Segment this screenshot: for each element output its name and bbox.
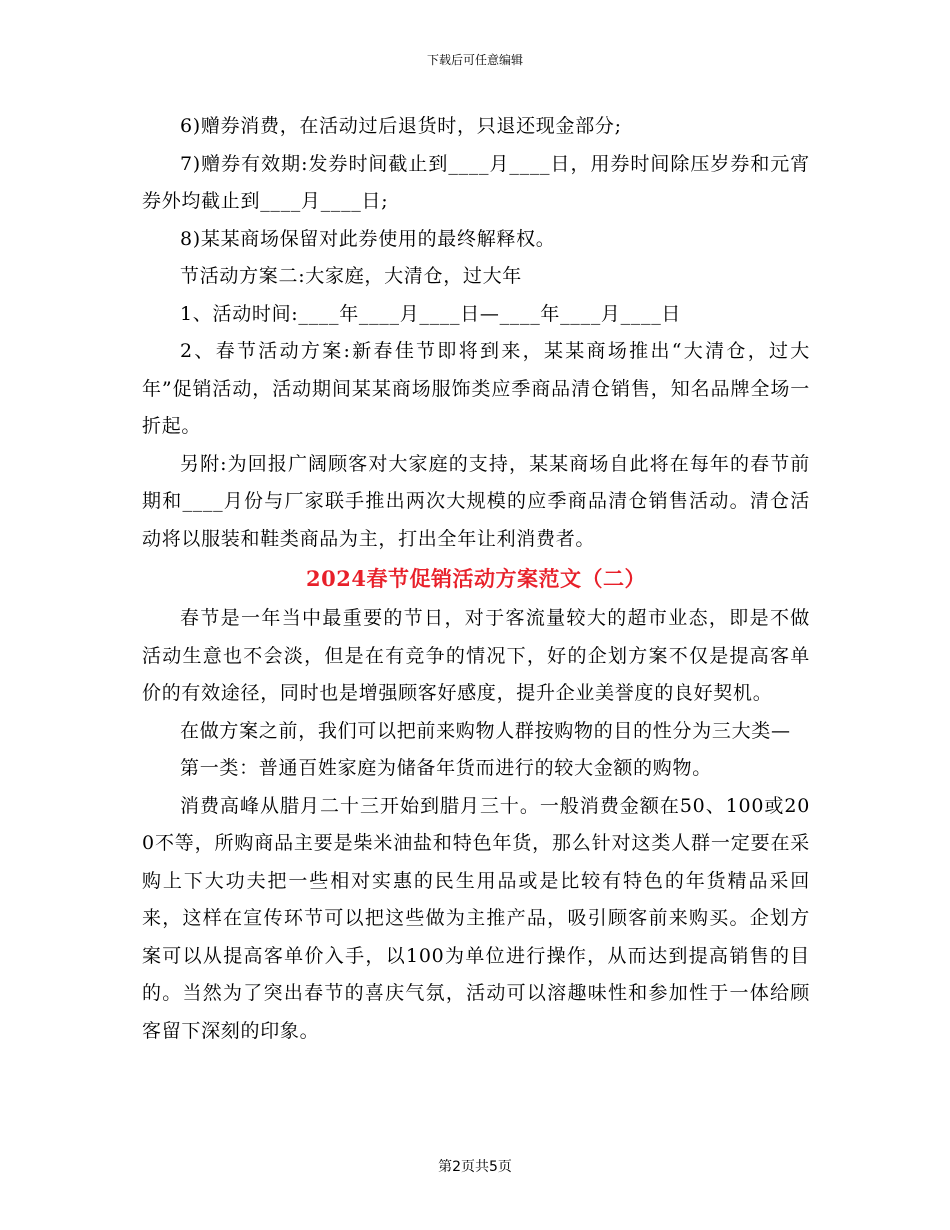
paragraph-activity-time: 1、活动时间:____年____月____日—____年____月____日 [180, 302, 682, 325]
paragraph-intro: 春节是一年当中最重要的节日，对于客流量较大的超市业态，即是不做活动生意也不会淡，但是在有竞争的情况下，好的企划方案不仅是提高客单价的有效途径，同时也是增强顾客好感度，提升企业美誉度的良好契机。 [142, 607, 810, 704]
paragraph-three-categories: 在做方案之前，我们可以把前来购物人群按购物的目的性分为三大类— [180, 719, 791, 742]
paragraph-appendix: 另附:为回报广阔顾客对大家庭的支持，某某商场自此将在每年的春节前期和____月份与厂家联手推出两次大规模的应季商品清仓销售活动。清仓活动将以服装和鞋类商品为主，打出全年让利消费者。 [142, 452, 810, 550]
paragraph-spring-festival-plan: 2、春节活动方案:新春佳节即将到来，某某商场推出“大清仓，过大年”促销活动，活动期间某某商场服饰类应季商品清仓销售，知名品牌全场一折起。 [142, 340, 810, 437]
paragraph-coupon-refund: 6)赠券消费，在活动过后退货时，只退还现金部分; [180, 115, 622, 137]
paragraph-final-interpretation: 8)某某商场保留对此券使用的最终解释权。 [180, 227, 556, 250]
document-body [142, 108, 810, 1050]
paragraph-coupon-validity: 7)赠券有效期:发券时间截止到____月____日，用券时间除压岁券和元宵券外均截止到____月____日; [142, 152, 810, 212]
paragraph-category-one: 第一类：普通百姓家庭为储备年货而进行的较大金额的购物。 [180, 757, 712, 779]
paragraph-plan-two-title: 节活动方案二:大家庭，大清仓，过大年 [180, 265, 523, 287]
section-title: 2024春节促销活动方案范文（二） [306, 566, 646, 591]
page-header: 下载后可任意编辑 [426, 53, 523, 67]
paragraph-consumption-peak: 消费高峰从腊月二十三开始到腊月三十。一般消费金额在50、100或200不等，所购商品主要是柴米油盐和特色年货，那么针对这类人群一定要在采购上下大功夫把一些相对实惠的民生用品或是比较有特色的年货精品采回来，这样在宣传环节可以把这些做为主推产品，吸引顾客前来购买。企划方案可以从提高客单价入手，以100为单位进行操作，从而达到提高销售的目的。当然为了突出春节的喜庆气氛，活动可以溶趣味性和参加性于一体给顾客留下深刻的印象。 [142, 794, 810, 1042]
page-number: 第2页共5页 [438, 1159, 512, 1175]
